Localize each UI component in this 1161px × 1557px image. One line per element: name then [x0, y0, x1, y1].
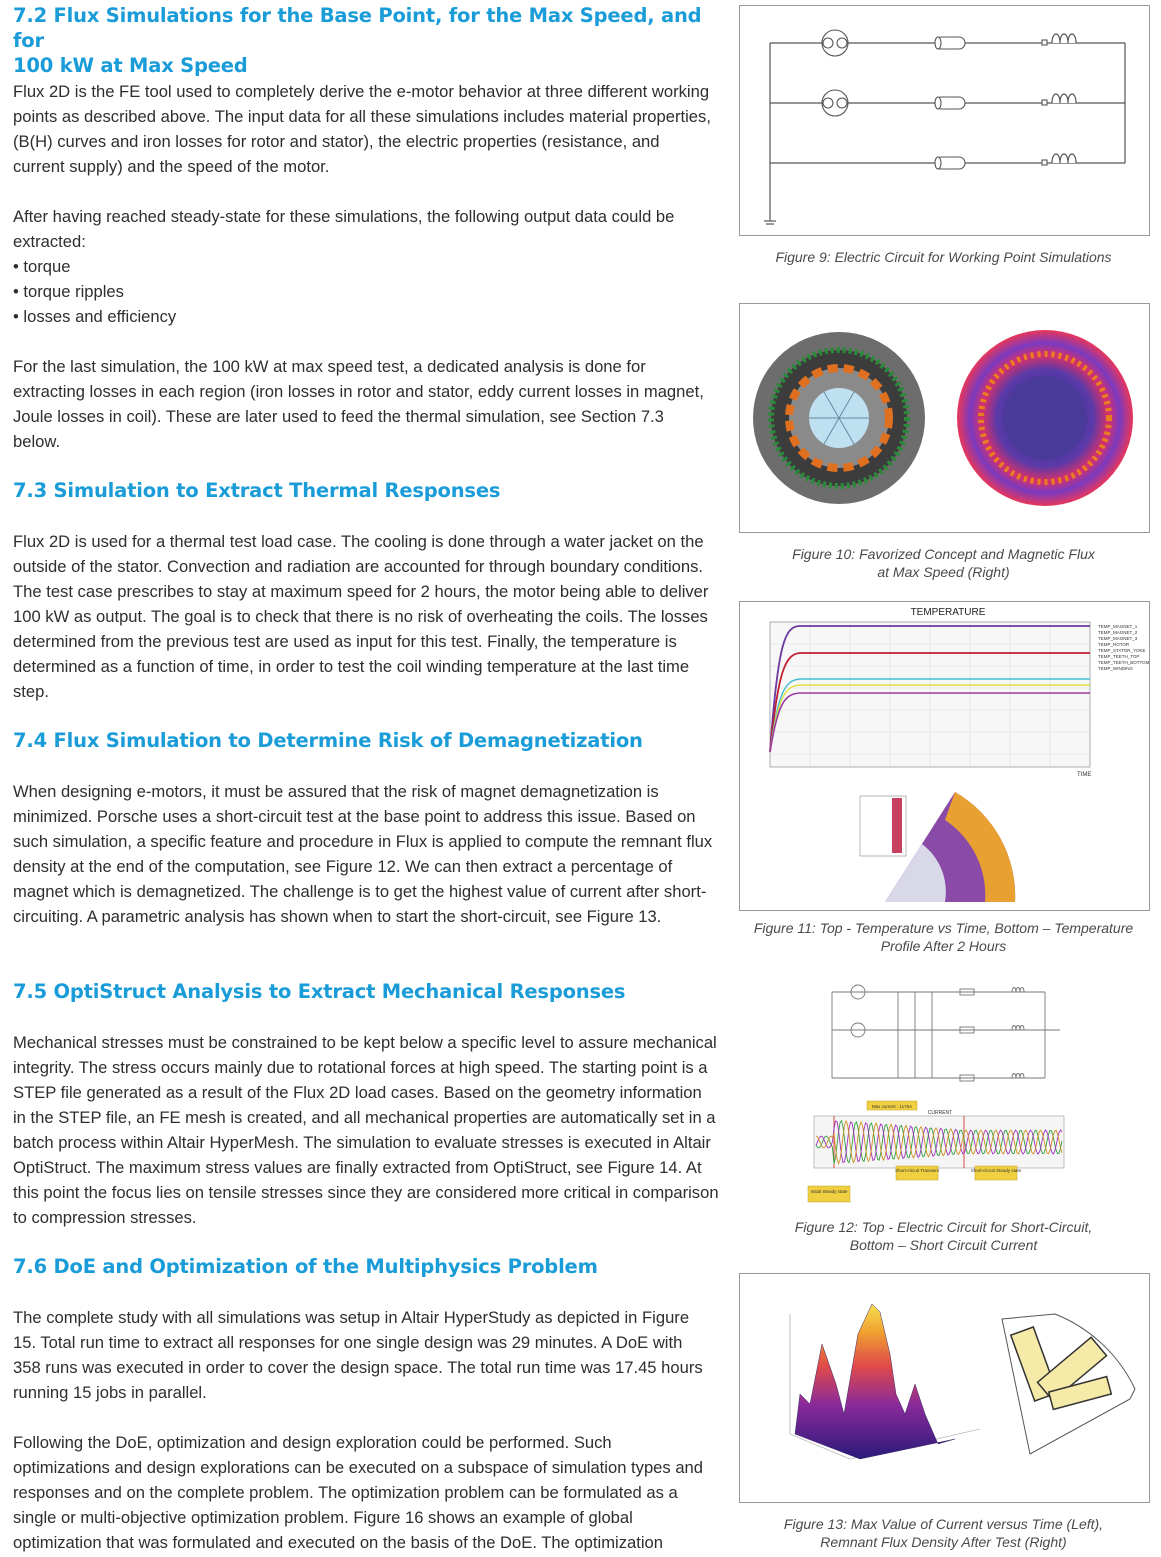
section-7-3-paragraph: Flux 2D is used for a thermal test load case. The cooling is done through a water jacket on the outside of the stator. Convection and radiation are accounted for through boundary conditions. The test case prescribes to stay at maximum speed for 2 hours, the motor being able to deliver 100 kW as output. The goal is to check that there is no risk of overheating the coils. The losses determined from the previous test are used as input for this test. Finally, the temperature is determined as a function of time, in order to test the coil winding temperature at the last time step. [13, 532, 709, 701]
chart-title: TEMPERATURE [910, 607, 986, 618]
section-7-6-paragraph-1: The complete study with all simulations was setup in Altair HyperStudy as depicted in Figure 15. Total run time to extract all responses for one single design was 29 minutes. A DoE with 358 runs was executed in order to cover the design space. The total run time was 17.45 hours running 15 jobs in parallel. [13, 1308, 703, 1402]
figure-9-electric-circuit [739, 5, 1150, 236]
remnant-flux-image [1002, 1314, 1135, 1454]
section-7-3-heading: 7.3 Simulation to Extract Thermal Responses [13, 479, 501, 502]
section-7-6-paragraph-2: Following the DoE, optimization and design exploration could be performed. Such optimizations and design explorations can be executed on a subspace of simulation types and responses and on the complete problem. The optimization problem can be formulated as a single or multi-objective optimization problem. Figure 16 shows an example of global optimization that was formulated and executed on the basis of the DoE. The optimization [13, 1433, 704, 1552]
svg-text:TEMP_ROTOR: TEMP_ROTOR [1098, 642, 1130, 647]
figure-12-short-circuit [800, 980, 1080, 1210]
temperature-profile-image [860, 792, 1015, 902]
x-axis-label: TIME [1077, 772, 1092, 778]
section-7-4-heading: 7.4 Flux Simulation to Determine Risk of Demagnetization [13, 729, 643, 752]
figure-10-motor-flux [739, 303, 1150, 533]
section-7-5-heading: 7.5 OptiStruct Analysis to Extract Mechanical Responses [13, 980, 626, 1003]
current-chart-title: CURRENT [927, 1110, 953, 1116]
section-7-4-paragraph: When designing e-motors, it must be assured that the risk of magnet demagnetization is minimized. Porsche uses a short-circuit test at the base point to address this issue. Based on such simulation, a specific feature and procedure in Flux is applied to compute the remnant flux density at the end of the computation, see Figure 12. We can then extract a percentage of magnet which is demagnetized. The challenge is to get the highest value of current after short-circuiting. A parametric analysis has shown when to start the short-circuit, see Figure 13. [13, 782, 713, 926]
circuit-diagram [740, 6, 1149, 235]
svg-text:TEMP_MAGNET_3: TEMP_MAGNET_3 [1098, 636, 1138, 641]
figure-13-current-surface [739, 1273, 1150, 1503]
section-7-2-paragraph-3: For the last simulation, the 100 kW at max speed test, a dedicated analysis is done for extracting losses in each region (iron losses in rotor and stator, eddy current losses in magnet, Joule losses in coil). These are later used to feed the thermal simulation, see Section 7.3 below. [13, 357, 704, 451]
svg-text:TEMP_MAGNET_1: TEMP_MAGNET_1 [1098, 624, 1138, 629]
max-current-label: Max current : 1175A [871, 1104, 913, 1109]
figure-11-temperature [739, 601, 1150, 911]
figure-11-caption: Figure 11: Top - Temperature vs Time, Bottom – Temperature Profile After 2 Hours [753, 920, 1134, 954]
section-7-5-paragraph: Mechanical stresses must be constrained to be kept below a specific level to assure mechanical integrity. The stress occurs mainly due to rotational forces at high speed. The starting point is a STEP file generated as a result of the Flux 2D load cases. Based on the geometry information in the STEP file, an FE mesh is created, and all mechanical properties are automatically set in a batch process within Altair HyperMesh. The simulation to evaluate stresses is executed in Altair OptiStruct. The maximum stress values are finally extracted from OptiStruct, see Figure 14. At this point the focus lies on tensile stresses since they are considered more critical in comparison to compression stresses. [13, 1033, 719, 1227]
magnetic-flux-image [957, 330, 1133, 506]
section-7-2-paragraph-2: After having reached steady-state for these simulations, the following output data could be extracted: [13, 207, 675, 251]
svg-text:TEMP_STATOR_YOKE: TEMP_STATOR_YOKE [1098, 648, 1146, 653]
initial-state-label: Initial Steady state [810, 1189, 848, 1194]
svg-text:TEMP_TEETH_BOTTOM: TEMP_TEETH_BOTTOM [1098, 660, 1149, 665]
bullet-item: • torque ripples [13, 282, 124, 301]
svg-text:TEMP_WINDING: TEMP_WINDING [1098, 666, 1134, 671]
section-7-6-heading: 7.6 DoE and Optimization of the Multiphysics Problem [13, 1255, 598, 1278]
figure-13-caption: Figure 13: Max Value of Current versus Time (Left), Remnant Flux Density After Test (Right) [783, 1516, 1104, 1550]
svg-text:TEMP_TEETH_TOP: TEMP_TEETH_TOP [1098, 654, 1140, 659]
svg-text:TEMP_MAGNET_2: TEMP_MAGNET_2 [1098, 630, 1138, 635]
transient-label: Short-circuit Transient [895, 1168, 939, 1173]
steady-state-label: Short-circuit Steady state [970, 1168, 1022, 1173]
temperature-chart [740, 602, 1149, 910]
short-circuit-diagram [800, 980, 1080, 1210]
max-current-surface-plot [740, 1274, 1149, 1502]
bullet-item: • losses and efficiency [13, 307, 177, 326]
figure-10-caption: Figure 10: Favorized Concept and Magnetic Flux at Max Speed (Right) [792, 546, 1095, 580]
motor-concept-image [753, 332, 925, 504]
figure-12-caption: Figure 12: Top - Electric Circuit for Short-Circuit, Bottom – Short Circuit Current [794, 1219, 1093, 1253]
section-7-2-heading: 7.2 Flux Simulations for the Base Point, for the Max Speed, and for 100 kW at Max Speed [13, 4, 702, 77]
bullet-item: • torque [13, 257, 71, 276]
section-7-2-paragraph-1: Flux 2D is the FE tool used to completely derive the e-motor behavior at three different working points as described above. The input data for all these simulations includes material properties, (B(H) curves and iron losses for rotor and stator), the electric properties (resistance, and current supply) and the speed of the motor. [13, 82, 711, 176]
figure-9-caption: Figure 9: Electric Circuit for Working Point Simulations [775, 249, 1112, 265]
motor-cross-sections [740, 304, 1149, 532]
chart-legend [1098, 624, 1149, 671]
